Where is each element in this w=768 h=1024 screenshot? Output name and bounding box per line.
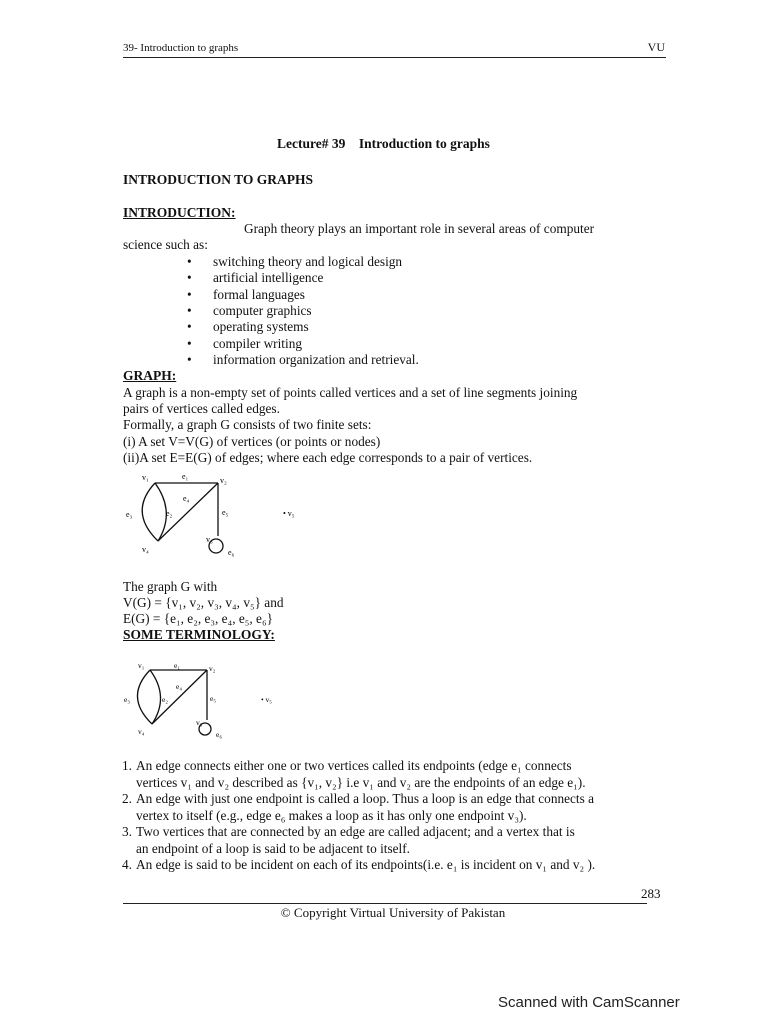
- terminology-heading: SOME TERMINOLOGY:: [123, 627, 275, 642]
- header-rule: [123, 57, 666, 58]
- edge-label-e2: e₂: [162, 695, 168, 704]
- graph-line-1: A graph is a non-empty set of points called vertices and a set of line segments joining: [123, 385, 578, 400]
- graph-line-5: (ii)A set E=E(G) of edges; where each edge corresponds to a pair of vertices.: [123, 450, 533, 465]
- running-header-vu: VU: [647, 40, 665, 54]
- vertex-label-v5: • v₅: [261, 695, 272, 704]
- vertex-label-v5: • v₅: [283, 509, 295, 518]
- edge-label-e5: e₅: [222, 508, 229, 517]
- edge-label-e6: e₆: [228, 548, 235, 557]
- scanner-watermark: Scanned with CamScanner: [498, 994, 680, 1011]
- graph-with-line: The graph G with: [123, 579, 218, 594]
- list-item: switching theory and logical design: [213, 254, 403, 269]
- intro-heading: INTRODUCTION:: [123, 205, 236, 220]
- graph-diagram-1: [120, 468, 320, 568]
- lecture-title: Lecture# 39 Introduction to graphs: [277, 136, 490, 151]
- vertex-label-v3: v₃: [196, 718, 203, 727]
- list-item: 2. An edge with just one endpoint is called a loop. Thus a loop is an edge that connects a vertex to itself (e.g., edge e₆ makes a loop as it has only one endpoint v₃).: [122, 791, 595, 823]
- edge-set-line: E(G) = {e₁, e₂, e₃, e₄, e₅, e₆}: [123, 611, 273, 626]
- edge-label-e4: e₄: [183, 494, 190, 503]
- footer-rule: [123, 903, 647, 904]
- vertex-set-line: V(G) = {v₁, v₂, v₃, v₄, v₅} and: [123, 595, 284, 610]
- list-item: 3. Two vertices that are connected by an edge are called adjacent; and a vertex that is an endpoint of a loop is said to be adjacent to itself.: [122, 824, 575, 856]
- bullet-dot: •: [187, 319, 192, 334]
- graph-line-2: pairs of vertices called edges.: [123, 401, 280, 416]
- edge-label-e5: e₅: [210, 694, 216, 703]
- graph-line-4: (i) A set V=V(G) of vertices (or points or nodes): [123, 434, 381, 449]
- bullet-dot: •: [187, 352, 192, 367]
- vertex-label-v4: v₄: [138, 727, 145, 736]
- vertex-label-v1: v₁: [142, 473, 149, 482]
- copyright-notice: © Copyright Virtual University of Pakistan: [280, 905, 506, 920]
- vertex-label-v4: v₄: [142, 545, 149, 554]
- edge-label-e1: e₁: [174, 661, 180, 670]
- intro-line-1: Graph theory plays an important role in several areas of computer: [244, 221, 595, 236]
- edge-label-e2: e₂: [166, 509, 173, 518]
- list-item: operating systems: [213, 319, 309, 334]
- vertex-label-v2: v₂: [220, 476, 227, 485]
- vertex-label-v1: v₁: [138, 661, 145, 670]
- edge-label-e1: e₁: [182, 472, 189, 481]
- list-item: 4. An edge is said to be incident on each of its endpoints(i.e. e₁ is incident on v₁ and v₂ ).: [122, 857, 596, 872]
- list-item: computer graphics: [213, 303, 312, 318]
- bullet-dot: •: [187, 270, 192, 285]
- edge-label-e4: e₄: [176, 682, 182, 691]
- bullet-dot: •: [187, 303, 192, 318]
- list-item: artificial intelligence: [213, 270, 324, 285]
- intro-line-2: science such as:: [123, 237, 208, 252]
- running-header-title: 39- Introduction to graphs: [123, 42, 239, 54]
- graph-diagram-2: [118, 658, 298, 748]
- bullet-dot: •: [187, 336, 192, 351]
- graph-line-3: Formally, a graph G consists of two finite sets:: [123, 417, 372, 432]
- page-number: 283: [641, 886, 661, 901]
- edge-label-e3: e₃: [126, 510, 133, 519]
- vertex-label-v3: v₃: [206, 535, 213, 544]
- list-item: information organization and retrieval.: [213, 352, 419, 367]
- list-item: 1. An edge connects either one or two vertices called its endpoints (edge e₁ connects vertices v₁ and v₂ described as {v₁, v₂} i.e v₁ and v₂ are the endpoints of an edge e₁).: [122, 758, 586, 790]
- edge-label-e3: e₃: [124, 695, 130, 704]
- vertex-label-v2: v₂: [209, 664, 216, 673]
- list-item: compiler writing: [213, 336, 302, 351]
- bullet-dot: •: [187, 254, 192, 269]
- bullet-dot: •: [187, 287, 192, 302]
- graph-heading: GRAPH:: [123, 368, 177, 383]
- main-heading: INTRODUCTION TO GRAPHS: [123, 172, 314, 187]
- terminology-list: [122, 758, 682, 874]
- edge-label-e6: e₆: [216, 730, 222, 739]
- list-item: formal languages: [213, 287, 305, 302]
